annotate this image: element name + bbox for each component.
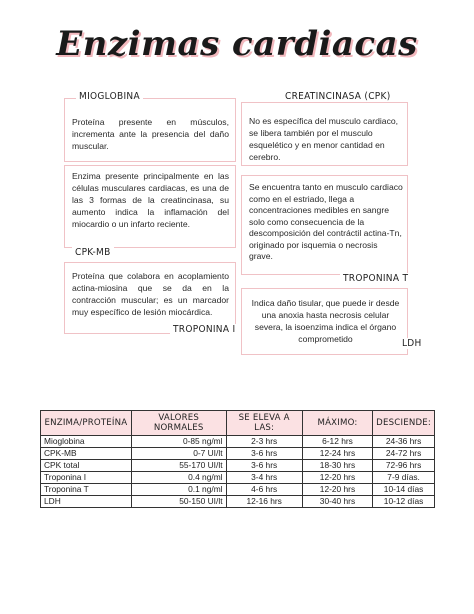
table-cell: 12-16 hrs: [226, 496, 302, 508]
ldh-label: LDH: [399, 338, 425, 349]
troponina-i-label: TROPONINA I: [170, 324, 238, 335]
table-cell: 24-72 hrs: [373, 448, 435, 460]
table-cell: 12-20 hrs: [302, 484, 372, 496]
table-cell: 55-170 UI/lt: [131, 460, 226, 472]
table-cell: 10-14 días: [373, 484, 435, 496]
cpk-mb-text: Enzima presente principalmente en las células musculares cardiacas, es una de las 3 formas de la creatincinasa, su aumento indica la inflamación del miocardio o un infarto reciente.: [72, 171, 229, 229]
card-troponina-t: [241, 175, 408, 275]
table-cell: 0-7 UI/lt: [131, 448, 226, 460]
card-mioglobina: [64, 98, 236, 162]
table-cell: 0.1 ng/ml: [131, 484, 226, 496]
table-cell: 50-150 UI/lt: [131, 496, 226, 508]
table-cell: 10-12 días: [373, 496, 435, 508]
table-cell: 0-85 ng/ml: [131, 436, 226, 448]
table-header: VALORES NORMALES: [131, 411, 226, 436]
table-header: MÁXIMO:: [302, 411, 372, 436]
table-cell: 12-24 hrs: [302, 448, 372, 460]
table-cell: Troponina I: [41, 472, 132, 484]
table-header-row: [41, 411, 435, 436]
table-row: [41, 460, 435, 472]
table-row: [41, 448, 435, 460]
mioglobina-label: MIOGLOBINA: [76, 91, 143, 102]
table-row: [41, 472, 435, 484]
troponina-i-text: Proteína que colabora en acoplamiento actina-miosina que se da en la contracción muscular; es un marcador muy específico de lesión miocárdica.: [72, 271, 229, 317]
troponina-t-text: Se encuentra tanto en musculo cardiaco como en el estriado, llega a concentraciones medibles en sangre solo como consecuencia de la descomposición del contráctil actina-Tn, originado por isquemia o necrosis grave.: [249, 182, 403, 261]
table-cell: CPK-MB: [41, 448, 132, 460]
cpk-mb-label: CPK-MB: [72, 247, 114, 258]
table-cell: 7-9 días.: [373, 472, 435, 484]
table-header: SE ELEVA A LAS:: [226, 411, 302, 436]
page-title: Enzimas cardiacas: [56, 24, 418, 64]
table-cell: 30-40 hrs: [302, 496, 372, 508]
table-cell: 0.4 ng/ml: [131, 472, 226, 484]
card-ldh: [241, 288, 408, 355]
table-cell: 3-4 hrs: [226, 472, 302, 484]
mioglobina-text: Proteína presente en músculos, incrementa ante la presencia del daño muscular.: [72, 117, 229, 151]
table-row: [41, 436, 435, 448]
table-header: ENZIMA/PROTEÍNA: [41, 411, 132, 436]
table-cell: 4-6 hrs: [226, 484, 302, 496]
troponina-t-label: TROPONINA T: [340, 273, 411, 284]
table-cell: LDH: [41, 496, 132, 508]
table-header: DESCIENDE:: [373, 411, 435, 436]
table-cell: 24-36 hrs: [373, 436, 435, 448]
table-cell: 2-3 hrs: [226, 436, 302, 448]
cpk-label: CREATINCINASA (CPK): [282, 91, 394, 102]
table-cell: Troponina T: [41, 484, 132, 496]
table-cell: Mioglobina: [41, 436, 132, 448]
table-cell: 6-12 hrs: [302, 436, 372, 448]
ldh-text: Indica daño tisular, que puede ir desde una anoxia hasta necrosis celular severa, la isoenzima indica el órgano comprometido: [251, 298, 400, 344]
enzymes-table: [40, 410, 435, 508]
table-cell: 18-30 hrs: [302, 460, 372, 472]
table-cell: 72-96 hrs: [373, 460, 435, 472]
table-cell: 3-6 hrs: [226, 460, 302, 472]
cpk-text: No es específica del musculo cardiaco, se libera también por el musculo esquelético y en menor cantidad en cerebro.: [249, 116, 399, 162]
card-cpk-mb: [64, 165, 236, 248]
table-row: [41, 496, 435, 508]
table-cell: 3-6 hrs: [226, 448, 302, 460]
table-cell: CPK total: [41, 460, 132, 472]
table-cell: 12-20 hrs: [302, 472, 372, 484]
card-cpk: [241, 102, 408, 166]
table-row: [41, 484, 435, 496]
